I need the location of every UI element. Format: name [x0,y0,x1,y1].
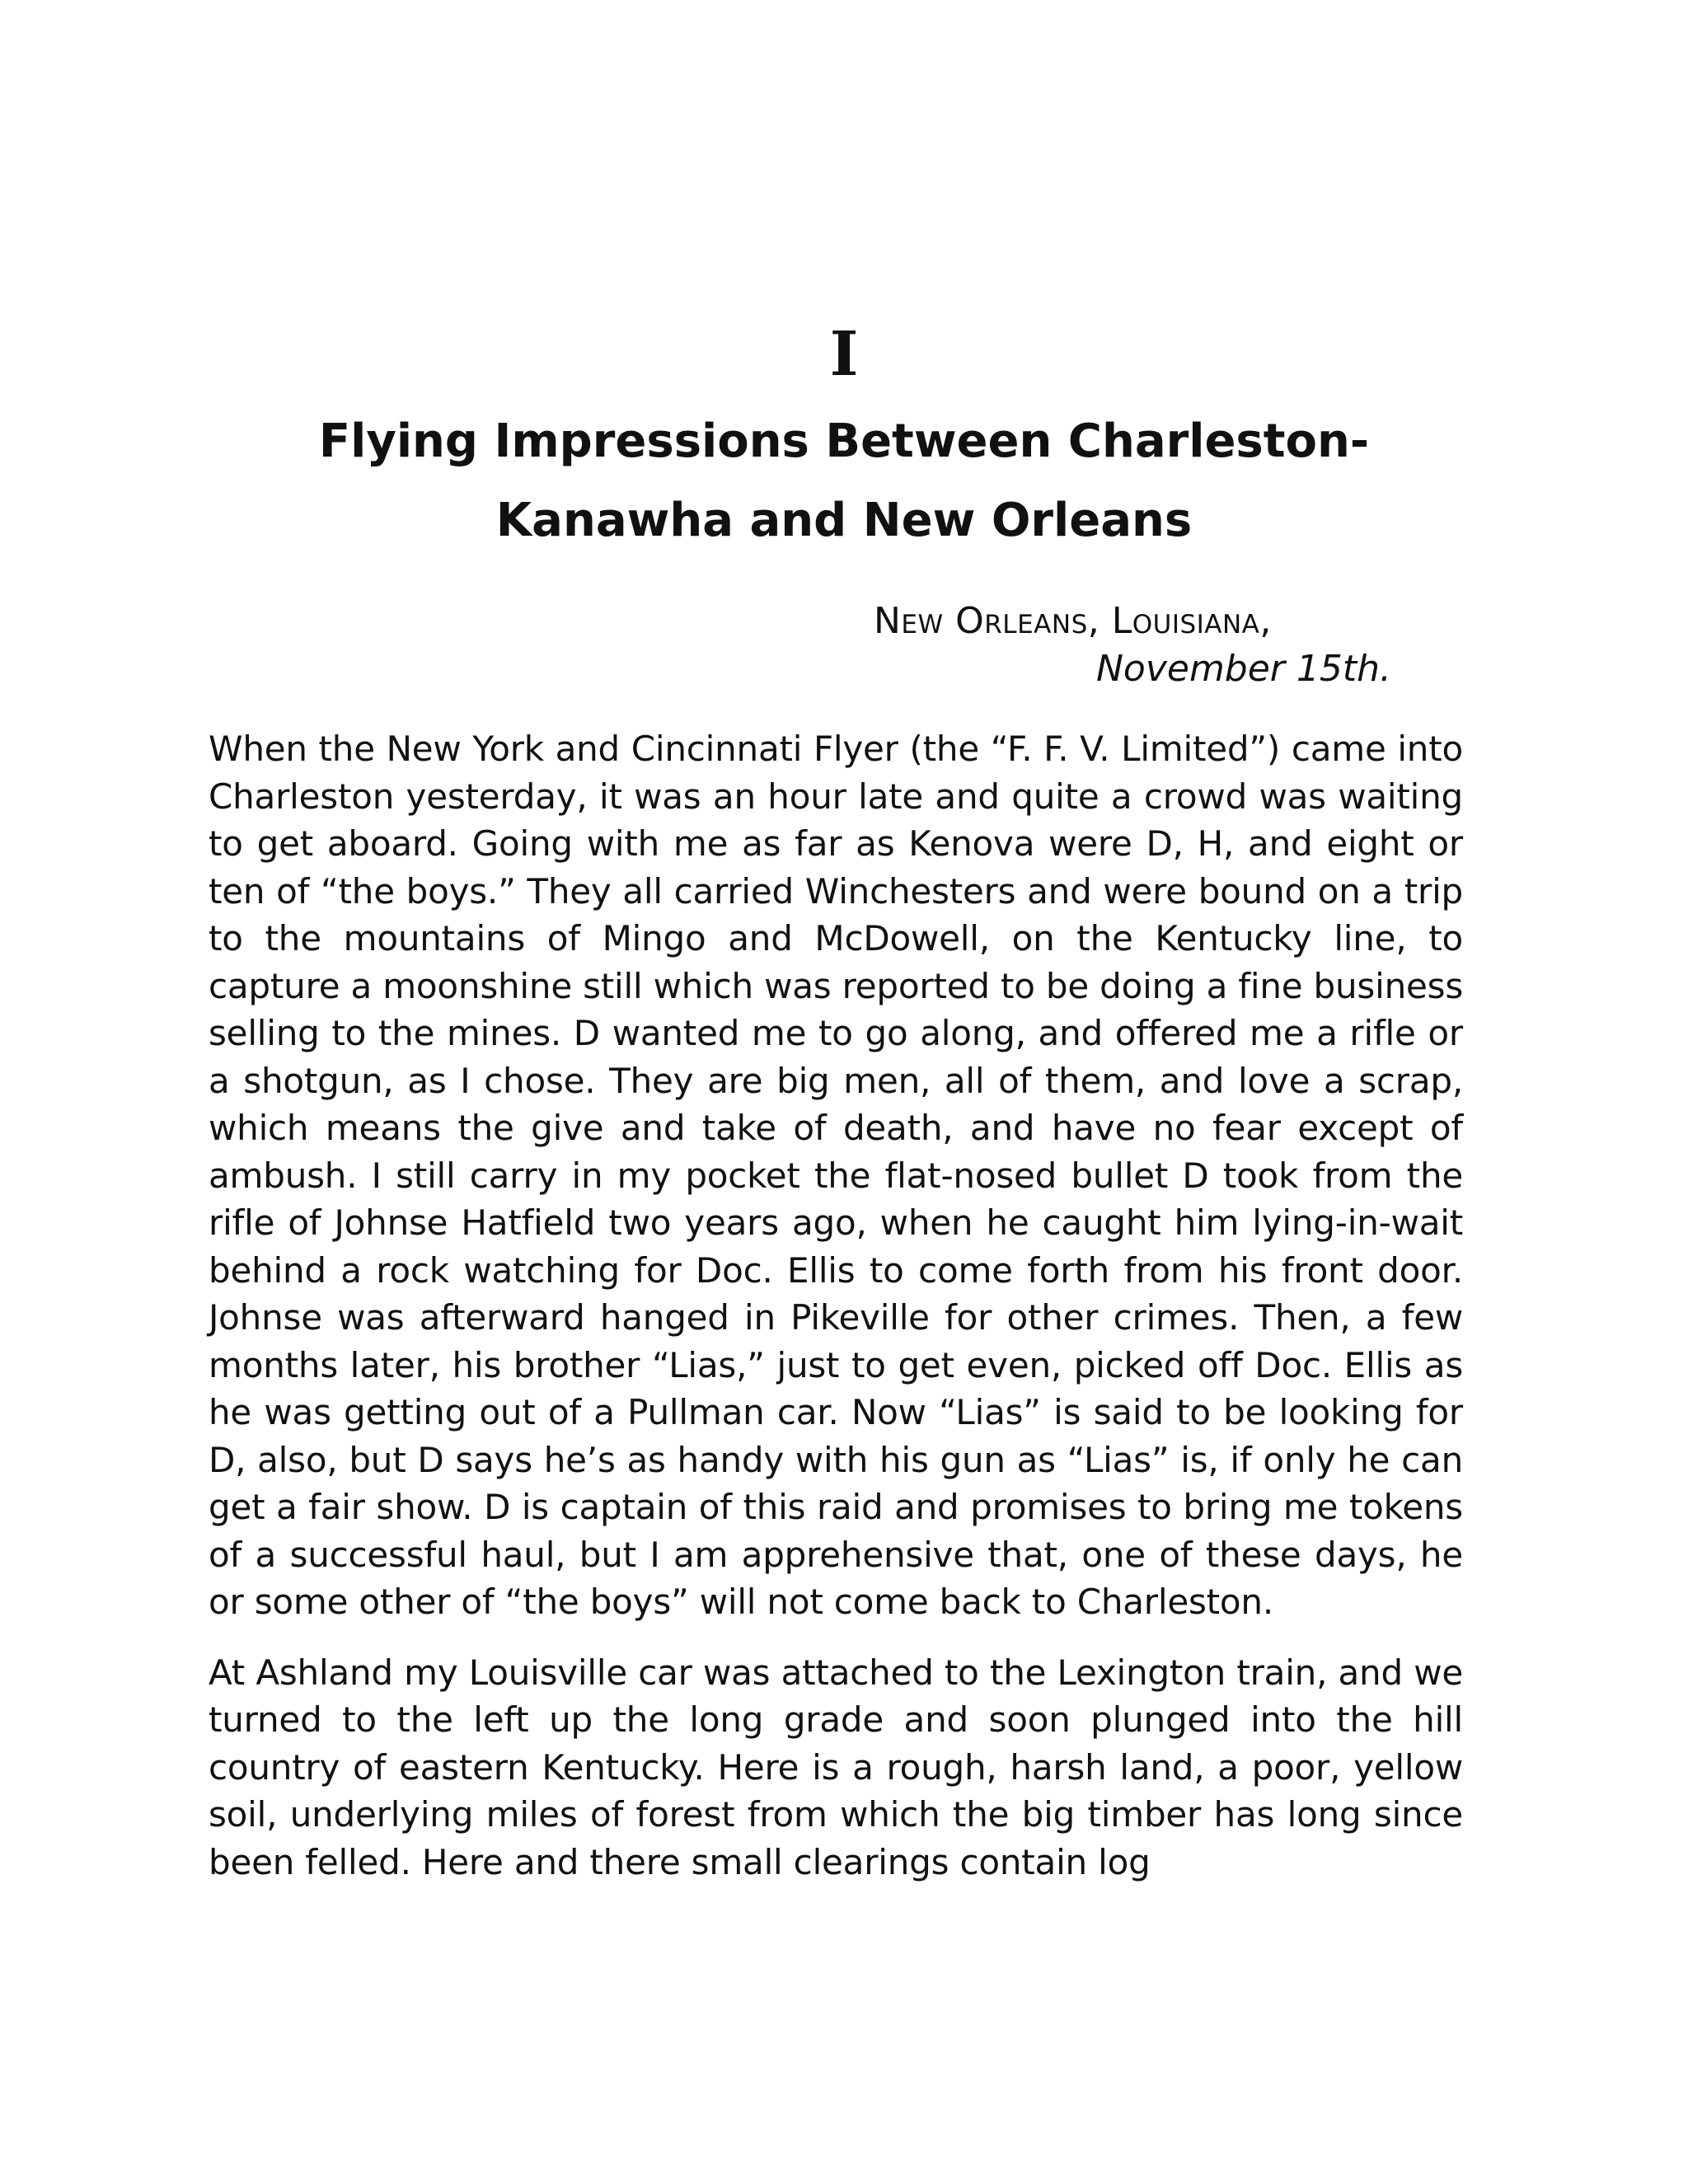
chapter-title [165,402,1523,560]
dateline-date: November 15th. [1096,648,1391,690]
chapter-title-line-1: Flying Impressions Between Charleston- [318,415,1370,468]
dateline-place: New Orleans, Louisiana, [874,600,1272,642]
body-text [209,725,1463,1909]
chapter-number: I [829,319,859,390]
chapter-title-line-2: Kanawha and New Orleans [495,494,1193,547]
paragraph-2: At Ashland my Louisville car was attached to the Lexington train, and we turned to the left up the long grade and soon plunged into the hill country of eastern Kentucky. Here is a rough, harsh land, a poor, yellow soil, underlying miles of forest from which the big timber has long since been felled. Here and there small clearings contain log [209,1652,1463,1882]
paragraph-1: When the New York and Cincinnati Flyer (the “F. F. V. Limited”) came into Charleston yesterday, it was an hour late and quite a crowd was waiting to get aboard. Going with me as far as Kenova were D, H, and eight or ten of “the boys.” They all carried Winchesters and were bound on a trip to the mountains of Mingo and McDowell, on the Kentucky line, to capture a moonshine still which was reported to be doing a fine business selling to the mines. D wanted me to go along, and offered me a rifle or a shotgun, as I chose. They are big men, all of them, and love a scrap, which means the give and take of death, and have no fear except of ambush. I still carry in my pocket the flat-nosed bullet D took from the rifle of Johnse Hatfield two years ago, when he caught him lying-in-wait behind a rock watching for Doc. Ellis to come forth from his front door. Johnse was afterward hanged in Pikeville for other crimes. Then, a few months later, his brother “Lias,” just to get even, picked off Doc. Ellis as he was getting out of a Pullman car. Now “Lias” is said to be looking for D, also, but D says he’s as handy with his gun as “Lias” is, if only he can get a fair show. D is captain of this raid and promises to bring me tokens of a successful haul, but I am apprehensive that, one of these days, he or some other of “the boys” will not come back to Charleston. [209,729,1463,1622]
dateline [874,598,1500,693]
